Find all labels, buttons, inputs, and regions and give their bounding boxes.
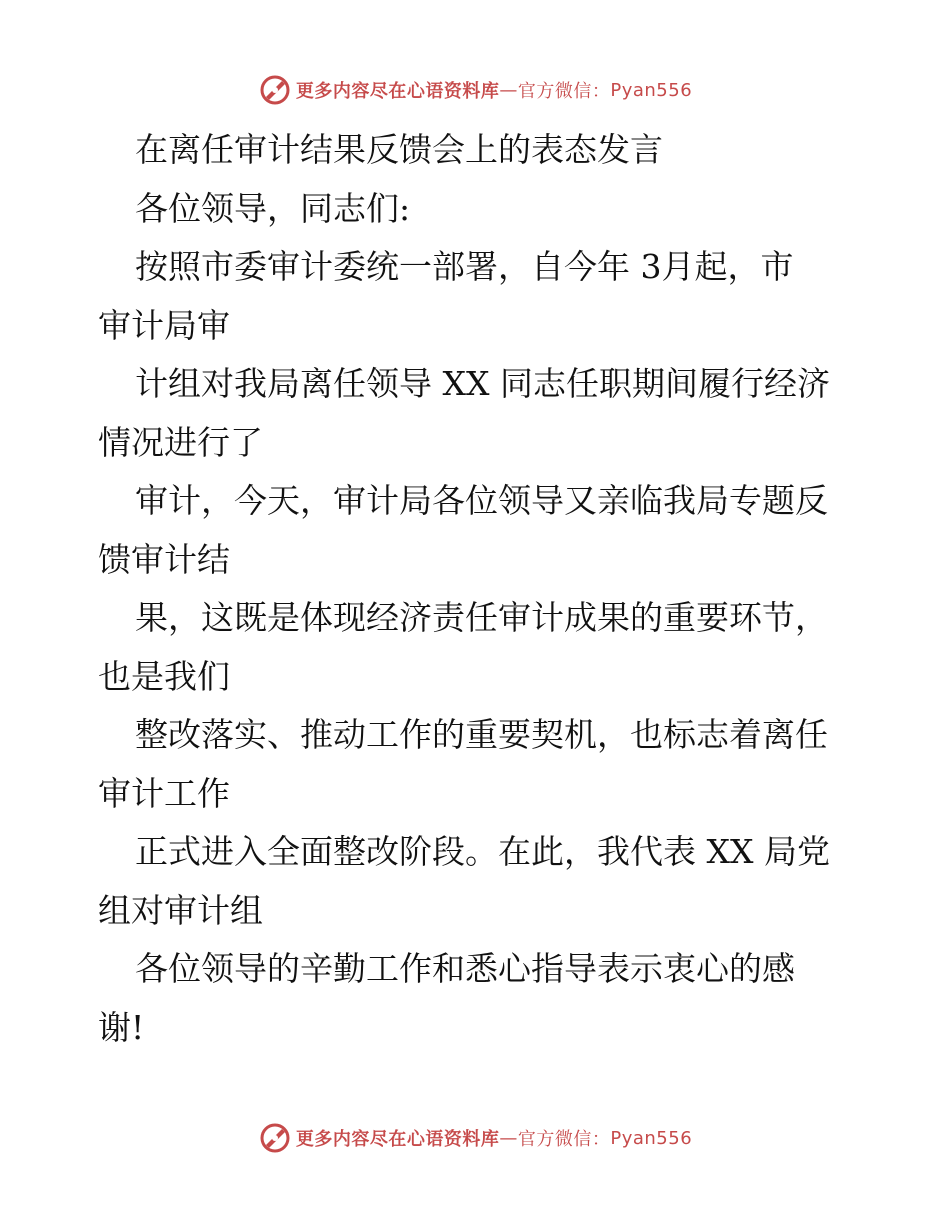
paragraph-line: 计组对我局离任领导 XX 同志任职期间履行经济 — [135, 364, 830, 403]
wechat-id: Pyan556 — [610, 79, 693, 101]
wechat-label: 官方微信： — [517, 1129, 611, 1150]
paragraph-line: 按照市委审计委统一部署，自今年 3月起，市 — [135, 247, 794, 286]
wechat-label: 官方微信： — [517, 81, 611, 102]
brand-text: 更多内容尽在心语资料库 — [295, 1129, 500, 1150]
header-banner — [0, 70, 950, 110]
paragraph-line: 正式进入全面整改阶段。在此，我代表 XX 局党 — [135, 832, 830, 871]
footer-banner — [0, 1118, 950, 1158]
paragraph-line: 果，这既是体现经济责任审计成果的重要环节， — [135, 598, 828, 637]
paragraph-line: 馈审计结 — [98, 539, 230, 579]
paragraph-line: 各位领导的辛勤工作和悉心指导表示衷心的感 — [135, 949, 795, 988]
wechat-id: Pyan556 — [610, 1127, 693, 1149]
paragraph-line: 也是我们 — [98, 656, 230, 696]
quill-logo-icon — [258, 1121, 292, 1155]
quill-logo-icon — [258, 73, 292, 107]
paragraph-line: 整改落实、推动工作的重要契机，也标志着离任 — [135, 715, 828, 754]
banner-separator: — — [499, 79, 518, 101]
brand-text: 更多内容尽在心语资料库 — [295, 81, 500, 102]
paragraph-line: 审计，今天，审计局各位领导又亲临我局专题反 — [135, 481, 828, 520]
paragraph-line: 审计工作 — [98, 773, 230, 813]
paragraph-line: 谢! — [98, 1007, 145, 1047]
paragraph-line: 审计局审 — [98, 305, 230, 345]
paragraph-line: 情况进行了 — [98, 422, 263, 462]
salutation: 各位领导，同志们: — [135, 188, 411, 228]
banner-separator: — — [499, 1127, 518, 1149]
document-body — [98, 121, 858, 1057]
document-title: 在离任审计结果反馈会上的表态发言 — [135, 130, 663, 169]
paragraph-line: 组对审计组 — [98, 890, 263, 930]
